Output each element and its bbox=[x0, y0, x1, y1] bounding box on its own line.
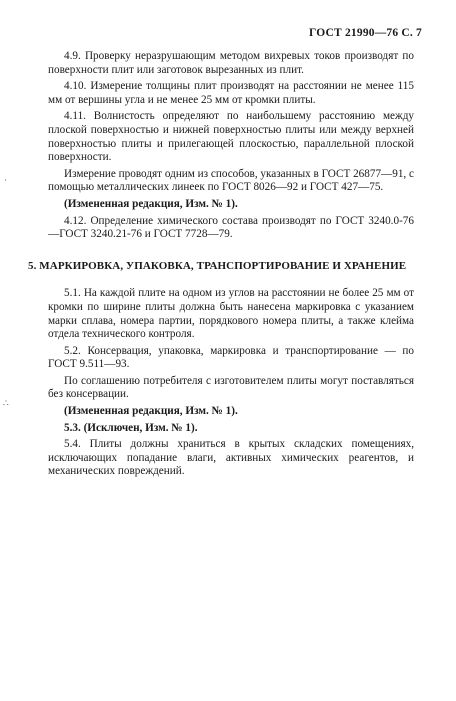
paragraph-agreement: По соглашению потребителя с изготовителем плиты могут поставляться без консервации. bbox=[48, 374, 414, 401]
paragraph-5-2: 5.2. Консервация, упаковка, маркировка и транспортирование — по ГОСТ 9.511—93. bbox=[48, 344, 414, 371]
paragraph-4-10: 4.10. Измерение толщины плит производят на расстоянии не менее 115 мм от вершины угла и не менее 25 мм от кромки плиты. bbox=[48, 80, 414, 106]
paragraph-5-3: 5.3. (Исключен, Изм. № 1). bbox=[64, 421, 198, 434]
amendment-note-2: (Измененная редакция, Изм. № 1). bbox=[64, 405, 238, 418]
paragraph-4-11: 4.11. Волнистость определяют по наибольшему расстоянию между плоской поверхностью и нижней поверхностью плиты или между верхней поверхностью плиты и прилегающей плоскостью, параллельной плоской поверхности. bbox=[48, 110, 414, 164]
page-header: ГОСТ 21990—76 С. 7 bbox=[309, 27, 422, 39]
paragraph-5-1: 5.1. На каждой плите на одном из углов на расстоянии не более 25 мм от кромки по ширине плиты должна быть нанесена маркировка с указанием марки сплава, номера партии, порядкового номера плиты, а также клейма отдела технического контроля. bbox=[48, 287, 414, 341]
amendment-note-1: (Измененная редакция, Изм. № 1). bbox=[64, 197, 238, 210]
document-body bbox=[28, 50, 414, 479]
scan-speck: ∴ bbox=[3, 398, 9, 408]
paragraph-measurement: Измерение проводят одним из способов, указанных в ГОСТ 26877—91, с помощью металлических линеек по ГОСТ 8026—92 и ГОСТ 427—75. bbox=[48, 167, 414, 194]
paragraph-4-9: 4.9. Проверку неразрушающим методом вихревых токов производят по поверхности плит или заготовок вырезанных из плит. bbox=[48, 50, 414, 76]
section-title: 5. МАРКИРОВКА, УПАКОВКА, ТРАНСПОРТИРОВАНИЕ И ХРАНЕНИЕ bbox=[28, 259, 407, 272]
paragraph-4-12: 4.12. Определение химического состава производят по ГОСТ 3240.0-76—ГОСТ 3240.21-76 и ГОСТ 7728—79. bbox=[48, 214, 414, 241]
scan-speck: · bbox=[4, 175, 7, 185]
paragraph-5-4: 5.4. Плиты должны храниться в крытых складских помещениях, исключающих попадание влаги, активных химических реагентов, и механических повреждений. bbox=[48, 438, 414, 478]
